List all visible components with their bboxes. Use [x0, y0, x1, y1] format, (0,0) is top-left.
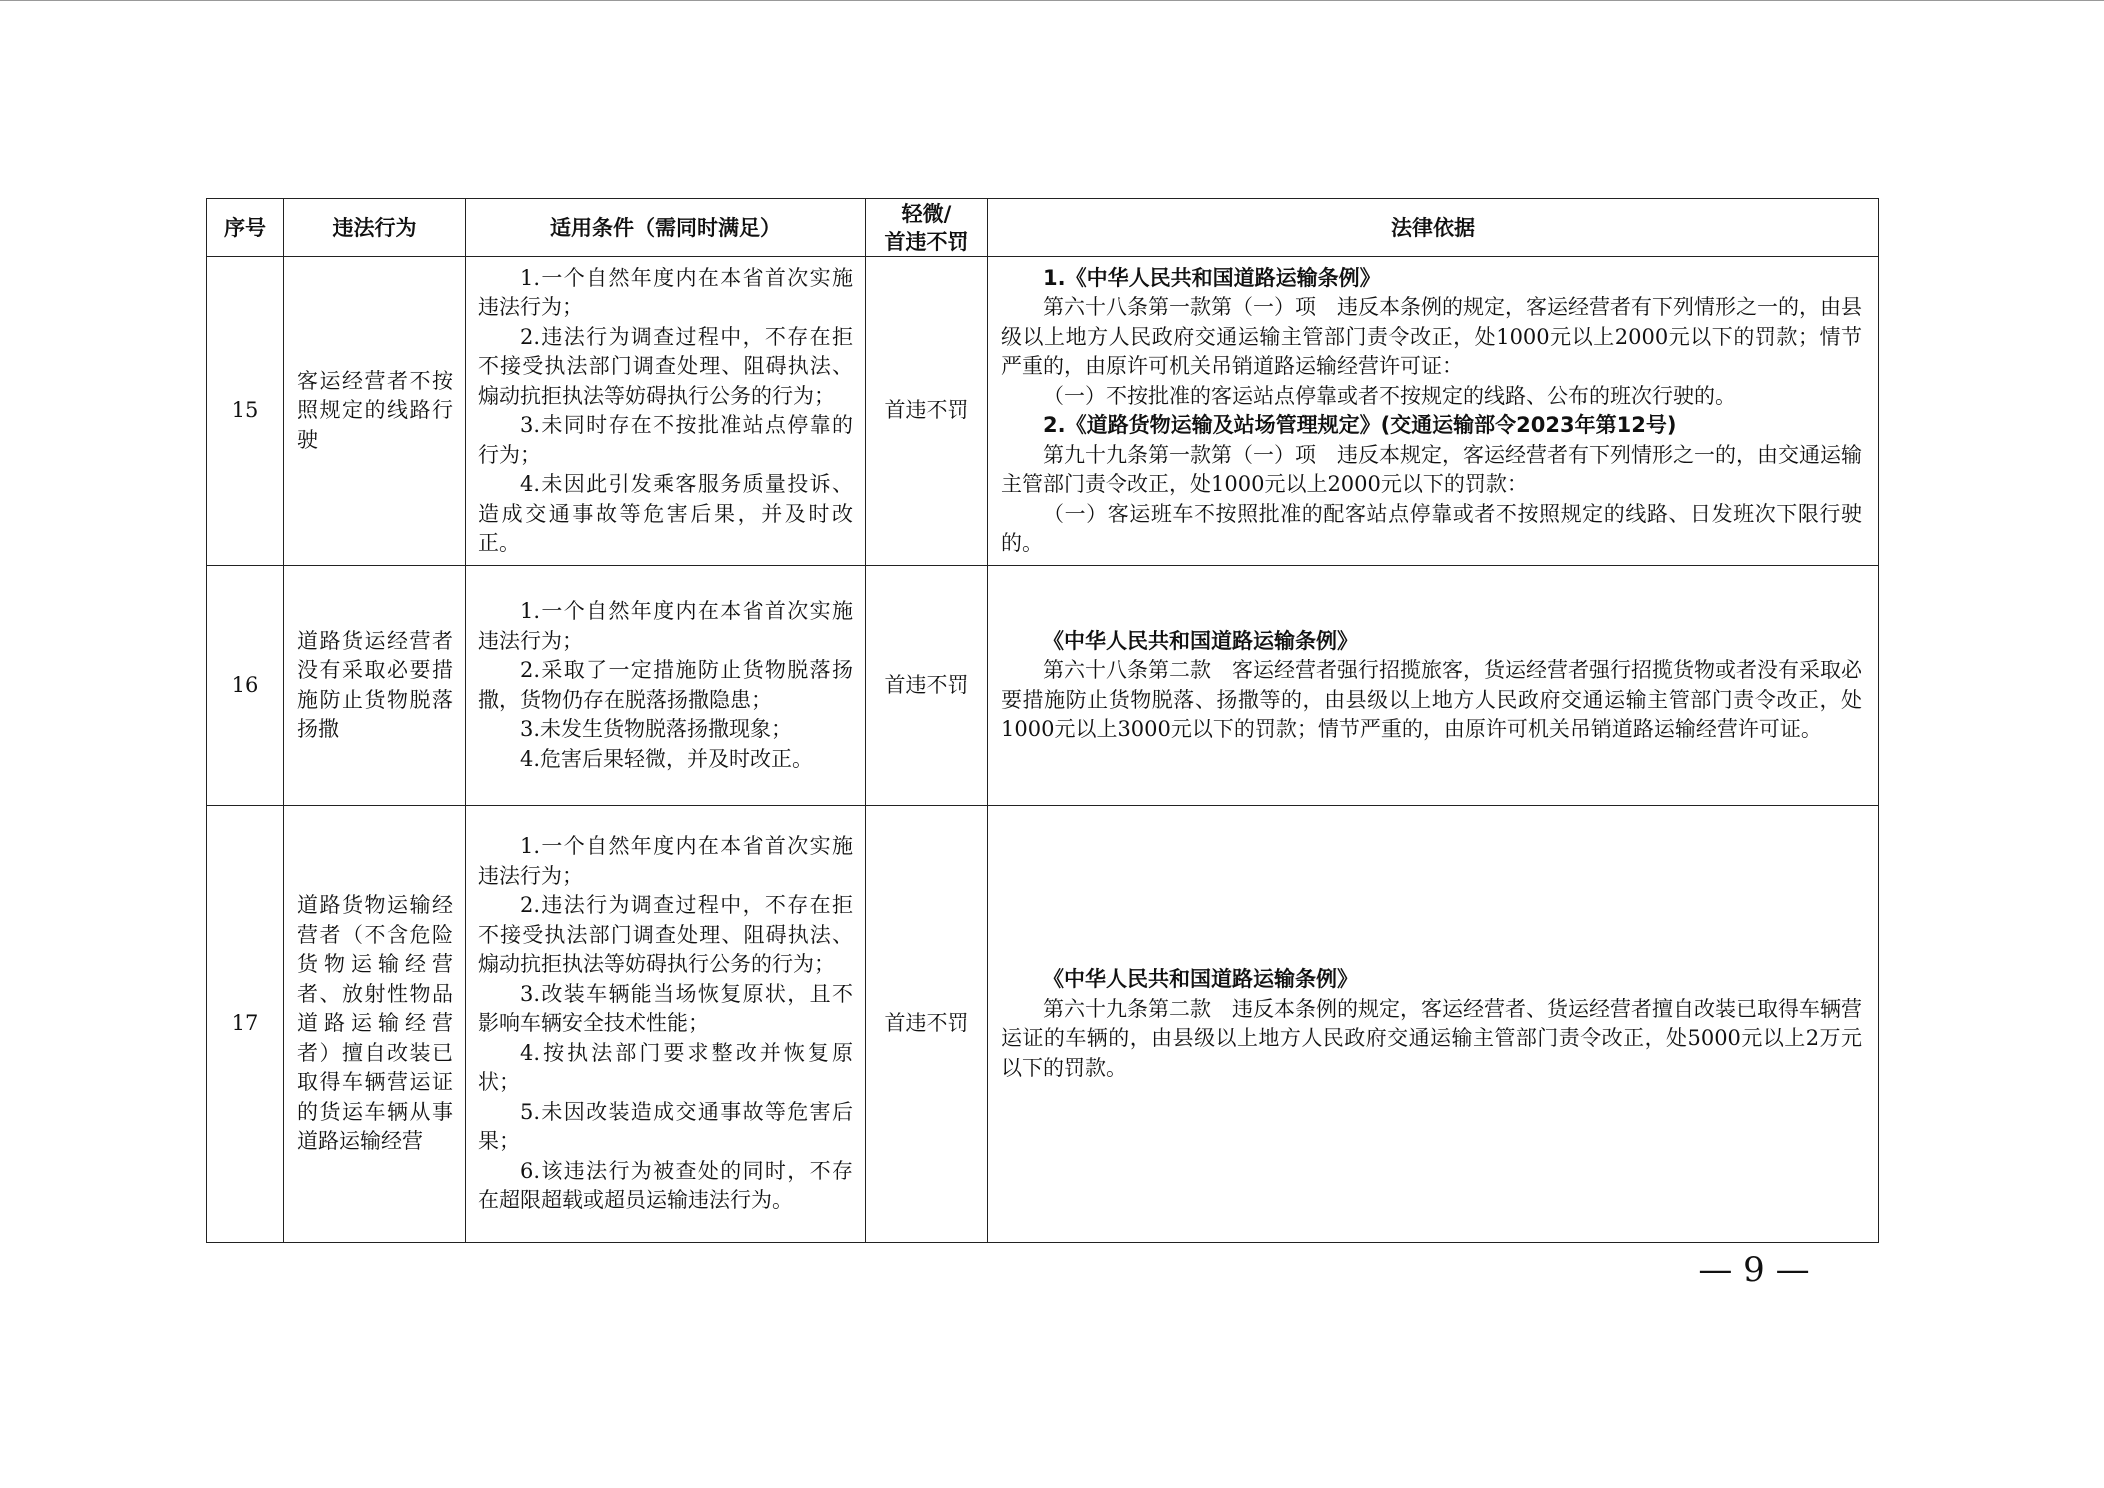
regulation-title: 1.《中华人民共和国道路运输条例》 — [1043, 265, 1381, 290]
condition-item: 5.未因改装造成交通事故等危害后果； — [478, 1099, 853, 1154]
header-penalty-line1: 轻微/ — [901, 201, 952, 226]
regulation-text: 第六十九条第二款 违反本条例的规定，客运经营者、货运经营者擅自改装已取得车辆营运证的车辆的，由县级以上地方人民政府交通运输主管部门责令改正，处5000元以上2万元以下的罚款。 — [1001, 996, 1862, 1080]
condition-item: 1.一个自然年度内在本省首次实施违法行为； — [478, 265, 853, 319]
violation-text: 客运经营者不按照规定的线路行驶 — [284, 257, 466, 566]
legal-basis-cell — [988, 257, 1879, 566]
header-penalty — [866, 199, 988, 257]
page-number: — 9 — — [1698, 1250, 1810, 1290]
regulation-text: （一）客运班车不按照批准的配客站点停靠或者不按照规定的线路、日发班次下限行驶的。 — [1001, 501, 1862, 555]
condition-item: 6.该违法行为被查处的同时，不存在超限超载或超员运输违法行为。 — [478, 1158, 853, 1213]
penalty-cell: 首违不罚 — [866, 566, 988, 806]
page-top-rule — [0, 0, 2104, 1]
header-legal-basis: 法律依据 — [988, 199, 1879, 257]
condition-item: 2.违法行为调查过程中，不存在拒不接受执法部门调查处理、阻碍执法、煽动抗拒执法等妨碍执行公务的行为； — [478, 324, 853, 408]
regulation-text: （一）不按批准的客运站点停靠或者不按规定的线路、公布的班次行驶的。 — [1043, 383, 1736, 408]
conditions-cell — [466, 806, 866, 1243]
table-row — [207, 257, 1879, 566]
header-conditions: 适用条件（需同时满足） — [466, 199, 866, 257]
condition-item: 1.一个自然年度内在本省首次实施违法行为； — [478, 834, 853, 888]
header-penalty-line2: 首违不罚 — [884, 229, 969, 254]
table-row — [207, 566, 1879, 806]
penalty-exemption-table — [206, 198, 1879, 1243]
legal-basis-cell — [988, 566, 1879, 806]
regulation-title: 《中华人民共和国道路运输条例》 — [1043, 628, 1358, 653]
condition-item: 1.一个自然年度内在本省首次实施违法行为； — [478, 599, 853, 653]
regulation-title: 2.《道路货物运输及站场管理规定》(交通运输部令2023年第12号) — [1043, 413, 1677, 437]
condition-item: 2.采取了一定措施防止货物脱落扬撒，货物仍存在脱落扬撒隐患； — [478, 658, 853, 712]
violation-text: 道路货物运输经营者（不含危险货物运输经营者、放射性物品道路运输经营者）擅自改装已取得车辆营运证的货运车辆从事道路运输经营 — [284, 806, 466, 1243]
header-violation: 违法行为 — [284, 199, 466, 257]
table-row — [207, 806, 1879, 1243]
condition-item: 4.按执法部门要求整改并恢复原状； — [478, 1040, 853, 1095]
condition-item: 3.改装车辆能当场恢复原状，且不影响车辆安全技术性能； — [478, 981, 853, 1036]
penalty-cell: 首违不罚 — [866, 257, 988, 566]
header-serial-number: 序号 — [207, 199, 284, 257]
violation-text: 道路货运经营者没有采取必要措施防止货物脱落扬撒 — [284, 566, 466, 806]
regulation-text: 第九十九条第一款第（一）项 违反本规定，客运经营者有下列情形之一的，由交通运输主管部门责令改正，处1000元以上2000元以下的罚款： — [1001, 442, 1862, 496]
regulation-text: 第六十八条第二款 客运经营者强行招揽旅客，货运经营者强行招揽货物或者没有采取必要措施防止货物脱落、扬撒等的，由县级以上地方人民政府交通运输主管部门责令改正，处1000元以上3000元以下的罚款；情节严重的，由原许可机关吊销道路运输经营许可证。 — [1001, 658, 1862, 741]
legal-basis-cell — [988, 806, 1879, 1243]
condition-item: 3.未发生货物脱落扬撒现象； — [520, 717, 793, 741]
condition-item: 4.危害后果轻微，并及时改正。 — [520, 746, 814, 771]
condition-item: 4.未因此引发乘客服务质量投诉、造成交通事故等危害后果，并及时改正。 — [478, 472, 853, 555]
row-number: 16 — [207, 566, 284, 806]
row-number: 15 — [207, 257, 284, 566]
conditions-cell — [466, 257, 866, 566]
regulation-title: 《中华人民共和国道路运输条例》 — [1043, 967, 1358, 991]
table-header-row — [207, 199, 1879, 257]
row-number: 17 — [207, 806, 284, 1243]
conditions-cell — [466, 566, 866, 806]
condition-item: 2.违法行为调查过程中，不存在拒不接受执法部门调查处理、阻碍执法、煽动抗拒执法等妨碍执行公务的行为； — [478, 893, 853, 977]
condition-item: 3.未同时存在不按批准站点停靠的行为； — [478, 413, 853, 467]
regulation-text: 第六十八条第一款第（一）项 违反本条例的规定，客运经营者有下列情形之一的，由县级以上地方人民政府交通运输主管部门责令改正，处1000元以上2000元以下的罚款；情节严重的，由原许可机关吊销道路运输经营许可证： — [1001, 295, 1862, 378]
penalty-cell: 首违不罚 — [866, 806, 988, 1243]
